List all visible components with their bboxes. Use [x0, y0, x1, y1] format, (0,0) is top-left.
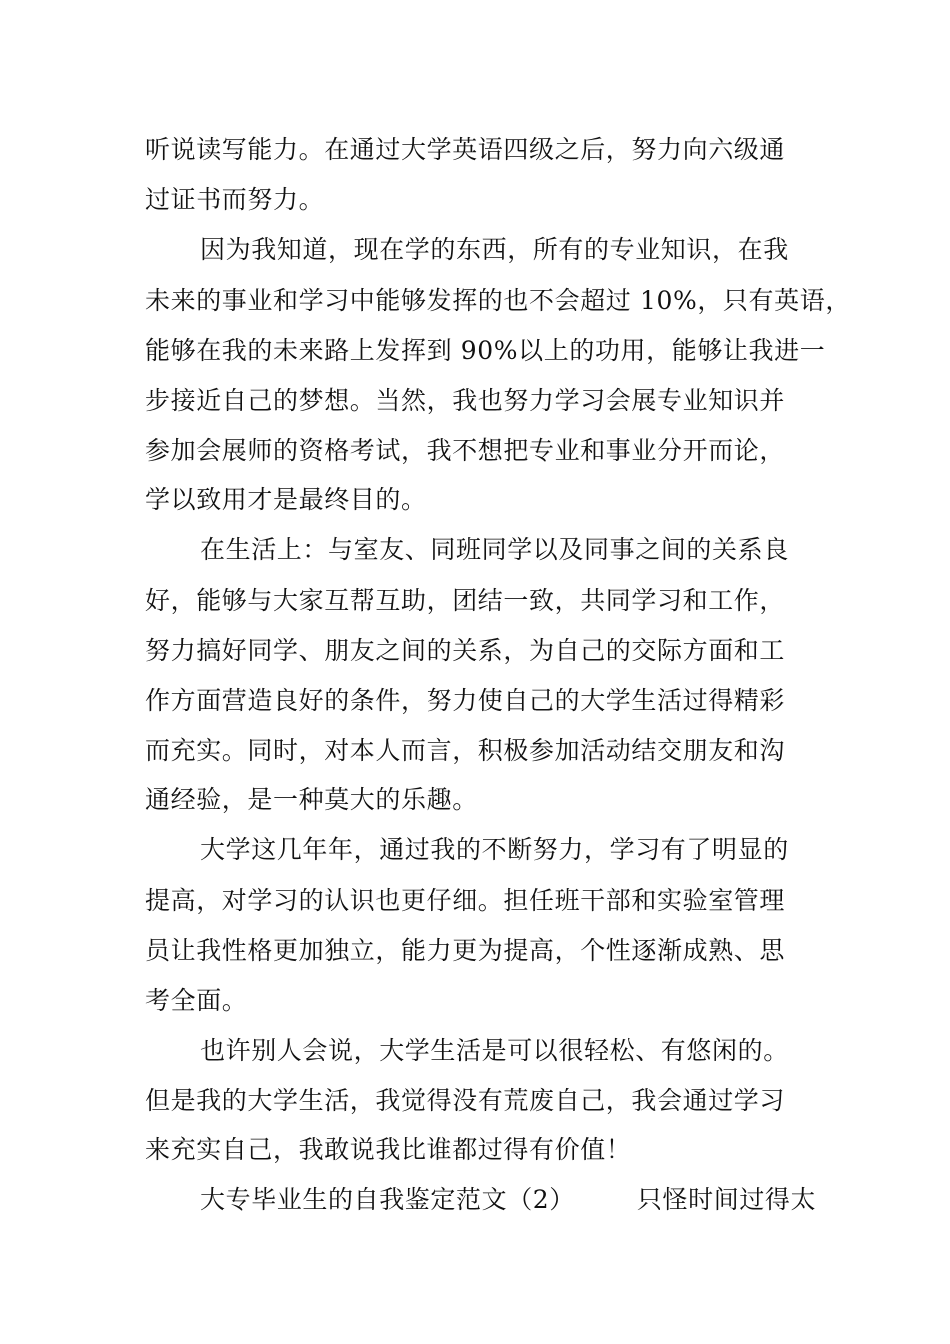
text-line: 未来的事业和学习中能够发挥的也不会超过 10%，只有英语，	[145, 286, 851, 315]
continuation-text: 只怪时间过得太	[636, 1185, 817, 1214]
text-line: 而充实。同时，对本人而言，积极参加活动结交朋友和沟	[145, 736, 786, 765]
section-heading: 大专毕业生的自我鉴定范文（2）	[200, 1185, 575, 1214]
paragraph-start-line: 因为我知道，现在学的东西，所有的专业知识，在我	[200, 235, 789, 264]
text-line: 考全面。	[145, 986, 248, 1015]
text-line: 好，能够与大家互帮互助，团结一致，共同学习和工作，	[145, 586, 786, 615]
text-line: 过证书而努力。	[145, 185, 325, 214]
text-line: 参加会展师的资格考试，我不想把专业和事业分开而论，	[145, 436, 786, 465]
text-line: 能够在我的未来路上发挥到 90%以上的功用，能够让我进一	[145, 336, 826, 365]
section-heading-line	[200, 1185, 816, 1215]
text-line: 努力搞好同学、朋友之间的关系，为自己的交际方面和工	[145, 636, 786, 665]
text-line: 通经验，是一种莫大的乐趣。	[145, 785, 478, 814]
text-line: 学以致用才是最终目的。	[145, 485, 427, 514]
text-line: 来充实自己，我敢说我比谁都过得有价值！	[145, 1135, 632, 1164]
paragraph-start-line: 在生活上：与室友、同班同学以及同事之间的关系良	[200, 535, 789, 564]
text-line: 步接近自己的梦想。当然，我也努力学习会展专业知识并	[145, 386, 786, 415]
text-line: 听说读写能力。在通过大学英语四级之后，努力向六级通	[145, 135, 786, 164]
text-line: 但是我的大学生活，我觉得没有荒废自己，我会通过学习	[145, 1086, 786, 1115]
text-line: 作方面营造良好的条件，努力使自己的大学生活过得精彩	[145, 686, 786, 715]
text-line: 员让我性格更加独立，能力更为提高，个性逐渐成熟、思	[145, 936, 786, 965]
text-line: 提高，对学习的认识也更仔细。担任班干部和实验室管理	[145, 886, 786, 915]
paragraph-start-line: 也许别人会说，大学生活是可以很轻松、有悠闲的。	[200, 1036, 789, 1065]
paragraph-start-line: 大学这几年年，通过我的不断努力，学习有了明显的	[200, 835, 789, 864]
